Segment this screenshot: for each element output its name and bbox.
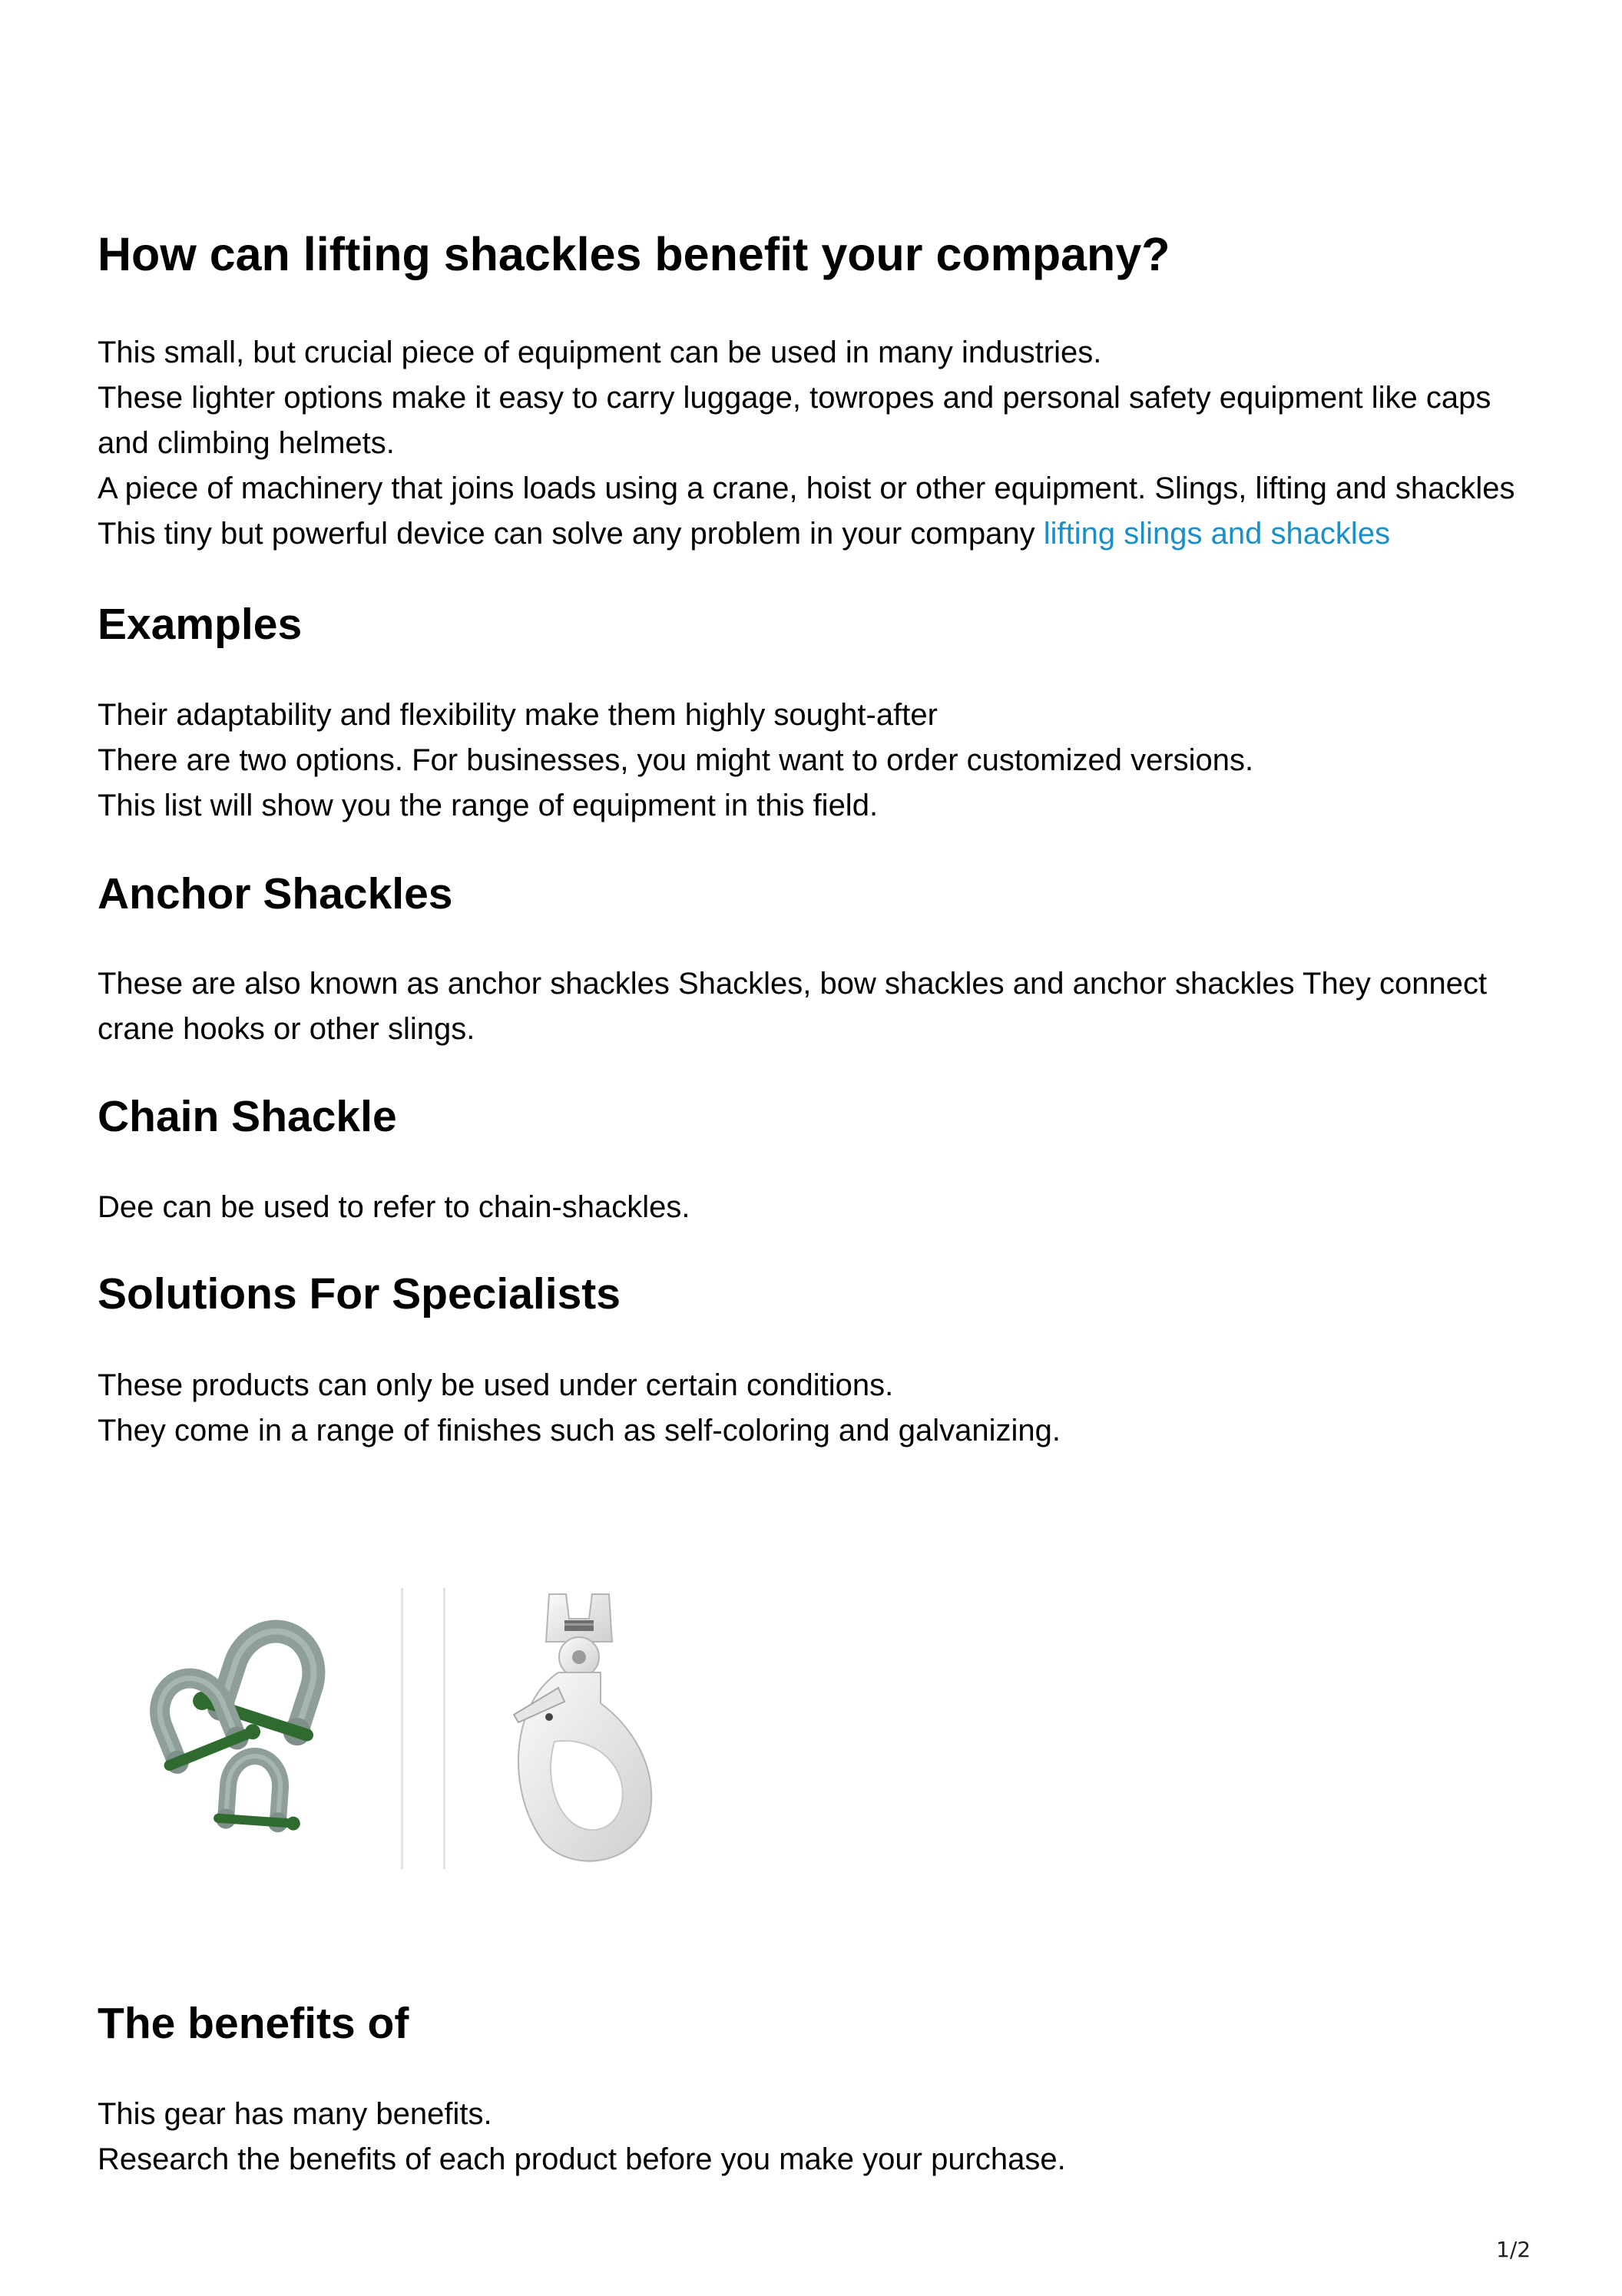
- intro-line-4: [98, 511, 1541, 557]
- bow-shackles-icon: [128, 1588, 382, 1869]
- specialists-heading: Solutions For Specialists: [98, 1269, 621, 1318]
- intro-line-2: These lighter options make it easy to carry luggage, towropes and personal safety equipment like caps and climbing helmets.: [98, 381, 1491, 460]
- benefits-paragraph: [98, 2092, 1541, 2182]
- intro-line-1: This small, but crucial piece of equipment can be used in many industries.: [98, 336, 1102, 369]
- chain-paragraph: [98, 1185, 1541, 1230]
- examples-line-3: This list will show you the range of equipment in this field.: [98, 789, 879, 822]
- examples-line-2: There are two options. For businesses, you might want to order customized versions.: [98, 743, 1254, 777]
- specialists-line-2: They come in a range of finishes such as self-coloring and galvanizing.: [98, 1414, 1061, 1447]
- examples-paragraph: [98, 693, 1541, 829]
- anchor-shackles-heading: Anchor Shackles: [98, 869, 453, 918]
- benefits-heading: The benefits of: [98, 1999, 409, 2048]
- examples-line-1: Their adaptability and flexibility make them highly sought-after: [98, 698, 938, 732]
- safety-hook-icon: [458, 1588, 689, 1869]
- image-divider-2: [443, 1588, 445, 1869]
- anchor-paragraph: [98, 961, 1541, 1052]
- intro-line-4-text: This tiny but powerful device can solve any problem in your company: [98, 517, 1044, 551]
- chain-line-1: Dee can be used to refer to chain-shackles.: [98, 1190, 690, 1224]
- safety-hook-image: [458, 1588, 689, 1869]
- benefits-line-2: Research the benefits of each product before you make your purchase.: [98, 2142, 1066, 2176]
- bow-shackles-image: [128, 1588, 382, 1869]
- specialists-line-1: These products can only be used under certain conditions.: [98, 1368, 894, 1402]
- examples-heading: Examples: [98, 600, 303, 649]
- anchor-line-1: These are also known as anchor shackles Shackles, bow shackles and anchor shackles They connect crane hooks or other slings.: [98, 967, 1488, 1046]
- image-divider-1: [401, 1588, 403, 1869]
- page-title: How can lifting shackles benefit your company?: [98, 228, 1170, 280]
- benefits-line-1: This gear has many benefits.: [98, 2097, 492, 2131]
- intro-paragraph: [98, 330, 1541, 557]
- page-number: 1/2: [1496, 2237, 1531, 2262]
- intro-line-3: A piece of machinery that joins loads using a crane, hoist or other equipment. Slings, lifting and shackles: [98, 471, 1515, 505]
- product-images: [128, 1588, 804, 1872]
- specialists-paragraph: [98, 1363, 1541, 1454]
- chain-shackle-heading: Chain Shackle: [98, 1092, 397, 1141]
- lifting-slings-link[interactable]: lifting slings and shackles: [1043, 517, 1391, 551]
